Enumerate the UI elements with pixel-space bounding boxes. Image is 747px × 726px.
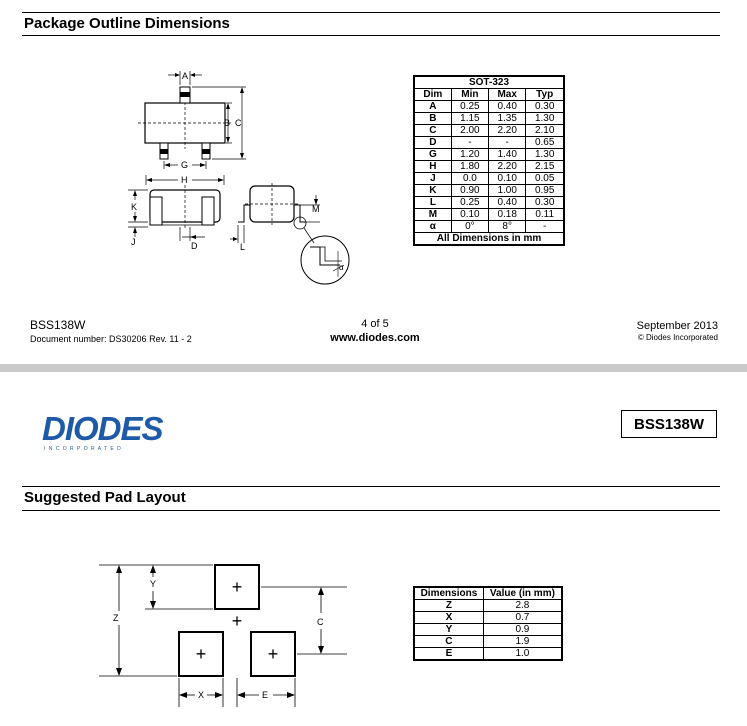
package-outline-drawing: [120, 65, 370, 290]
header-typ: Typ: [526, 89, 564, 101]
pad-label-Z: Z: [113, 613, 119, 623]
table-row: α 0° 8° -: [414, 221, 564, 233]
label-D: D: [191, 241, 198, 251]
header-max: Max: [489, 89, 526, 101]
pad-dimension-table: [413, 586, 563, 661]
pad-label-X: X: [198, 690, 205, 700]
page-separator: [0, 364, 747, 372]
diodes-logo: [42, 412, 163, 452]
pad-label-C: C: [317, 617, 324, 627]
label-A: A: [182, 71, 189, 81]
pad-label-E: E: [262, 690, 269, 700]
table-row: E 1.0: [414, 648, 562, 661]
outline-dimension-table: [413, 75, 565, 246]
footer-document-number: Document number: DS30206 Rev. 11 - 2: [30, 334, 192, 344]
pad-label-Y: Y: [150, 579, 157, 589]
table-footer: All Dimensions in mm: [414, 233, 564, 246]
label-H: H: [181, 175, 188, 185]
table-row: H 1.80 2.20 2.15: [414, 161, 564, 173]
label-M: M: [312, 204, 320, 214]
logo-subtext: I N C O R P O R A T E D: [44, 446, 122, 452]
label-alpha: α: [339, 263, 344, 272]
table-title: SOT-323: [414, 76, 564, 89]
table-row: K 0.90 1.00 0.95: [414, 185, 564, 197]
table-row: J 0.0 0.10 0.05: [414, 173, 564, 185]
footer-part-number: BSS138W: [30, 318, 86, 332]
section-title-outline: Package Outline Dimensions: [24, 15, 230, 32]
svg-text:+: +: [231, 577, 243, 597]
table-row: G 1.20 1.40 1.30: [414, 149, 564, 161]
label-G: G: [181, 160, 189, 170]
pad-title-underline: [22, 510, 720, 511]
table-row: M 0.10 0.18 0.11: [414, 209, 564, 221]
table-row: Z 2.8: [414, 600, 562, 612]
pad-layout-drawing: [95, 555, 355, 715]
title-underline: [22, 35, 720, 36]
table-row: B 1.15 1.35 1.30: [414, 113, 564, 125]
header-min: Min: [451, 89, 488, 101]
label-J: J: [131, 237, 136, 247]
label-C: C: [235, 118, 242, 128]
label-K: K: [131, 202, 138, 212]
pad-header-dimensions: Dimensions: [414, 587, 483, 600]
footer-copyright: © Diodes Incorporated: [637, 333, 718, 342]
table-row: L 0.25 0.40 0.30: [414, 197, 564, 209]
footer-date: September 2013: [636, 320, 718, 332]
header-dim: Dim: [414, 89, 451, 101]
logo-wordmark: DIODES: [42, 410, 163, 447]
table-row: Y 0.9: [414, 624, 562, 636]
svg-text:+: +: [231, 611, 243, 631]
table-row: D - - 0.65: [414, 137, 564, 149]
svg-text:+: +: [195, 644, 207, 664]
pad-top-rule: [22, 486, 720, 487]
table-row: A 0.25 0.40 0.30: [414, 101, 564, 113]
footer-website[interactable]: www.diodes.com: [330, 332, 420, 344]
svg-text:+: +: [267, 644, 279, 664]
label-B: B: [224, 118, 231, 128]
part-number-box: BSS138W: [621, 410, 717, 438]
section-title-pad: Suggested Pad Layout: [24, 489, 186, 506]
table-row: C 1.9: [414, 636, 562, 648]
table-row: C 2.00 2.20 2.10: [414, 125, 564, 137]
label-L: L: [240, 242, 246, 252]
top-rule: [22, 12, 720, 13]
footer-page: 4 of 5: [361, 318, 389, 330]
pad-header-value: Value (in mm): [483, 587, 562, 600]
table-row: X 0.7: [414, 612, 562, 624]
